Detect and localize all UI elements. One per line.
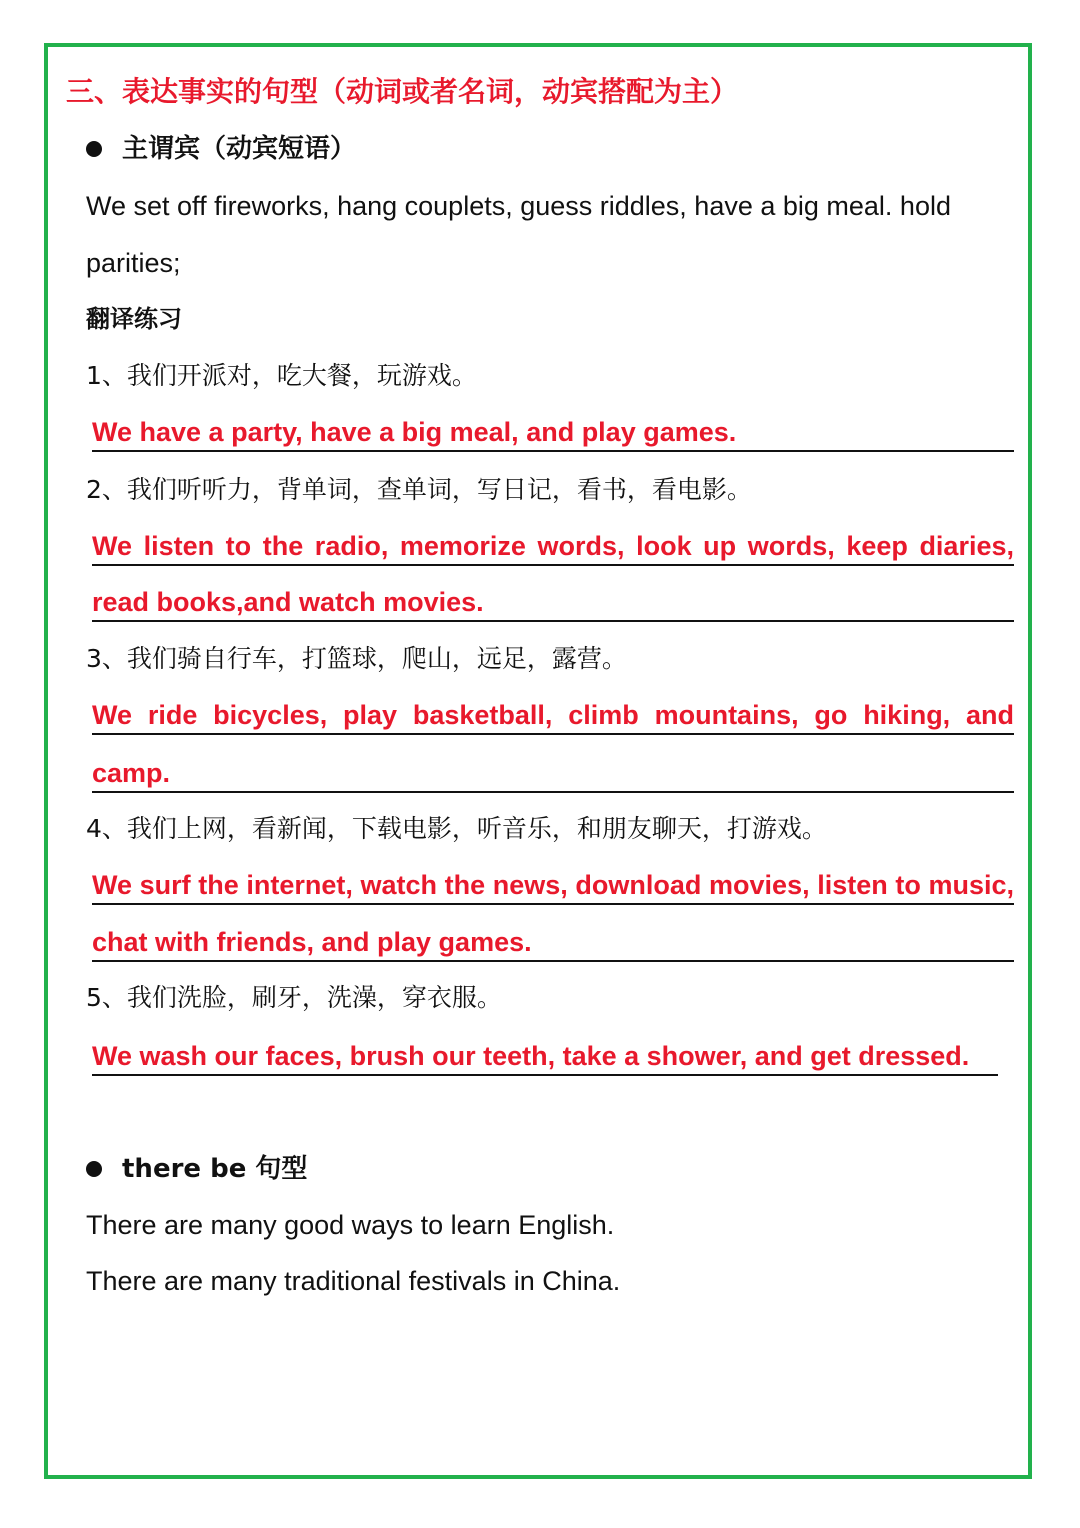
exercise-1-answer-line-1: We have a party, have a big meal, and play games. (92, 419, 1014, 452)
exercise-5-question: 5、我们洗脸，刷牙，洗澡，穿衣服。 (86, 983, 502, 1012)
there-be-example-2: There are many traditional festivals in China. (86, 1266, 621, 1296)
section-title: 三、表达事实的句型（动词或者名词，动宾搭配为主） (66, 75, 739, 108)
exercise-2-question: 2、我们听听力，背单词，查单词，写日记，看书，看电影。 (86, 475, 752, 504)
exercise-3-answer-line-2: camp. (92, 760, 1014, 793)
bullet-heading-there-be (86, 1156, 307, 1182)
exercise-4-answer-line-2: chat with friends, and play games. (92, 929, 1014, 962)
exercise-3-question: 3、我们骑自行车，打篮球，爬山，远足，露营。 (86, 644, 627, 673)
exercise-2-answer-line-2: read books,and watch movies. (92, 589, 1014, 622)
there-be-example-1: There are many good ways to learn English. (86, 1210, 615, 1240)
there-be-heading-text: there be 句型 (122, 1154, 308, 1184)
svo-example-line-1: We set off fireworks, hang couplets, guess riddles, have a big meal. hold (86, 191, 951, 221)
svo-example-line-2: parities; (86, 248, 181, 278)
exercise-4-answer-line-1: We surf the internet, watch the news, download movies, listen to music, (92, 872, 1014, 905)
exercise-1-question: 1、我们开派对，吃大餐，玩游戏。 (86, 361, 477, 390)
bullet-dot-icon (86, 1161, 102, 1177)
exercise-5-answer-line-1: We wash our faces, brush our teeth, take a shower, and get dressed. (92, 1043, 998, 1076)
practice-title: 翻译练习 (86, 305, 182, 333)
exercise-3-answer-line-1: We ride bicycles, play basketball, climb mountains, go hiking, and (92, 702, 1014, 735)
svo-heading-text: 主谓宾（动宾短语） (122, 134, 357, 164)
exercise-2-answer-line-1: We listen to the radio, memorize words, look up words, keep diaries, (92, 533, 1014, 566)
bullet-heading-svo (86, 136, 356, 162)
exercise-4-question: 4、我们上网，看新闻，下载电影，听音乐，和朋友聊天，打游戏。 (86, 814, 827, 843)
bullet-dot-icon (86, 141, 102, 157)
